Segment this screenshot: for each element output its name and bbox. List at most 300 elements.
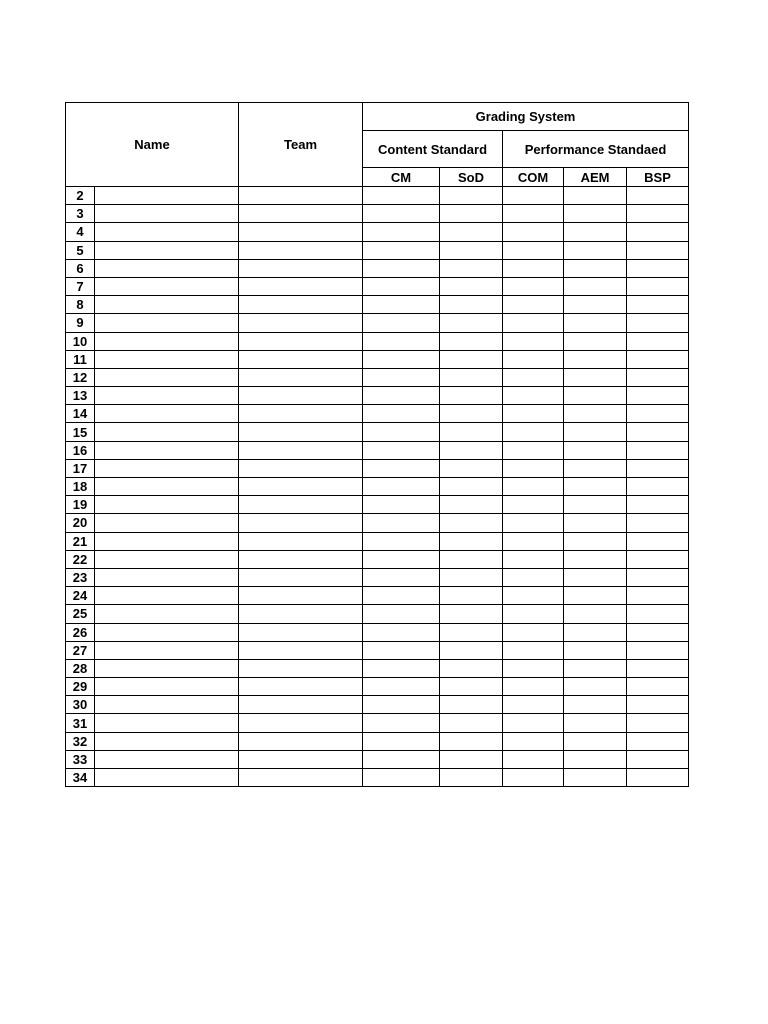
row-number: 28 — [66, 659, 95, 677]
cm-cell[interactable] — [363, 641, 440, 659]
team-cell[interactable] — [239, 387, 363, 405]
com-cell[interactable] — [503, 478, 564, 496]
team-cell[interactable] — [239, 605, 363, 623]
table-row — [66, 478, 689, 496]
table-row — [66, 678, 689, 696]
sod-cell[interactable] — [440, 405, 503, 423]
row-number: 21 — [66, 532, 95, 550]
cm-cell[interactable] — [363, 423, 440, 441]
name-cell[interactable] — [95, 387, 239, 405]
row-number: 13 — [66, 387, 95, 405]
sod-cell[interactable] — [440, 441, 503, 459]
aem-cell[interactable] — [564, 459, 627, 477]
aem-header: AEM — [564, 168, 627, 187]
sod-cell[interactable] — [440, 387, 503, 405]
com-cell[interactable] — [503, 732, 564, 750]
com-cell[interactable] — [503, 678, 564, 696]
aem-cell[interactable] — [564, 696, 627, 714]
row-number: 17 — [66, 459, 95, 477]
team-cell[interactable] — [239, 514, 363, 532]
team-cell[interactable] — [239, 296, 363, 314]
cm-cell[interactable] — [363, 605, 440, 623]
sod-cell[interactable] — [440, 678, 503, 696]
team-cell[interactable] — [239, 641, 363, 659]
table-row — [66, 223, 689, 241]
table-row — [66, 750, 689, 768]
team-cell[interactable] — [239, 350, 363, 368]
com-cell[interactable] — [503, 714, 564, 732]
sod-cell[interactable] — [440, 532, 503, 550]
sod-cell[interactable] — [440, 605, 503, 623]
bsp-cell[interactable] — [627, 478, 689, 496]
aem-cell[interactable] — [564, 568, 627, 586]
sod-cell[interactable] — [440, 296, 503, 314]
team-cell[interactable] — [239, 259, 363, 277]
row-number: 27 — [66, 641, 95, 659]
name-cell[interactable] — [95, 678, 239, 696]
row-number: 14 — [66, 405, 95, 423]
table-row — [66, 314, 689, 332]
table-row — [66, 550, 689, 568]
name-cell[interactable] — [95, 514, 239, 532]
aem-cell[interactable] — [564, 750, 627, 768]
bsp-cell[interactable] — [627, 205, 689, 223]
table-row — [66, 459, 689, 477]
table-row — [66, 277, 689, 295]
sod-cell[interactable] — [440, 641, 503, 659]
com-cell[interactable] — [503, 659, 564, 677]
com-cell[interactable] — [503, 350, 564, 368]
team-cell[interactable] — [239, 459, 363, 477]
row-number: 8 — [66, 296, 95, 314]
team-cell[interactable] — [239, 496, 363, 514]
sod-cell[interactable] — [440, 350, 503, 368]
aem-cell[interactable] — [564, 223, 627, 241]
bsp-cell[interactable] — [627, 496, 689, 514]
table-row — [66, 350, 689, 368]
aem-cell[interactable] — [564, 241, 627, 259]
sod-cell[interactable] — [440, 368, 503, 386]
row-number: 10 — [66, 332, 95, 350]
sod-cell[interactable] — [440, 277, 503, 295]
team-cell[interactable] — [239, 205, 363, 223]
aem-cell[interactable] — [564, 387, 627, 405]
com-cell[interactable] — [503, 641, 564, 659]
name-cell[interactable] — [95, 750, 239, 768]
team-cell[interactable] — [239, 241, 363, 259]
bsp-cell[interactable] — [627, 350, 689, 368]
cm-cell[interactable] — [363, 459, 440, 477]
row-number: 20 — [66, 514, 95, 532]
row-number: 16 — [66, 441, 95, 459]
aem-cell[interactable] — [564, 550, 627, 568]
cm-cell[interactable] — [363, 550, 440, 568]
sod-cell[interactable] — [440, 205, 503, 223]
name-cell[interactable] — [95, 769, 239, 787]
row-number: 18 — [66, 478, 95, 496]
aem-cell[interactable] — [564, 496, 627, 514]
name-cell[interactable] — [95, 478, 239, 496]
bsp-cell[interactable] — [627, 423, 689, 441]
name-cell[interactable] — [95, 259, 239, 277]
com-cell[interactable] — [503, 241, 564, 259]
bsp-cell[interactable] — [627, 750, 689, 768]
bsp-cell[interactable] — [627, 405, 689, 423]
sod-cell[interactable] — [440, 259, 503, 277]
row-number: 7 — [66, 277, 95, 295]
row-number: 11 — [66, 350, 95, 368]
table-row — [66, 732, 689, 750]
row-number: 25 — [66, 605, 95, 623]
name-cell[interactable] — [95, 332, 239, 350]
aem-cell[interactable] — [564, 259, 627, 277]
aem-cell[interactable] — [564, 187, 627, 205]
cm-cell[interactable] — [363, 368, 440, 386]
com-cell[interactable] — [503, 750, 564, 768]
aem-cell[interactable] — [564, 641, 627, 659]
team-cell[interactable] — [239, 332, 363, 350]
sod-cell[interactable] — [440, 459, 503, 477]
grading-table — [65, 102, 689, 787]
com-cell[interactable] — [503, 405, 564, 423]
name-cell[interactable] — [95, 732, 239, 750]
table-row — [66, 496, 689, 514]
name-cell[interactable] — [95, 368, 239, 386]
cm-cell[interactable] — [363, 732, 440, 750]
sod-cell[interactable] — [440, 750, 503, 768]
team-cell[interactable] — [239, 368, 363, 386]
cm-cell[interactable] — [363, 314, 440, 332]
bsp-cell[interactable] — [627, 605, 689, 623]
name-cell[interactable] — [95, 568, 239, 586]
aem-cell[interactable] — [564, 441, 627, 459]
aem-cell[interactable] — [564, 678, 627, 696]
team-cell[interactable] — [239, 187, 363, 205]
sod-cell[interactable] — [440, 423, 503, 441]
bsp-cell[interactable] — [627, 714, 689, 732]
table-row — [66, 714, 689, 732]
table-row — [66, 568, 689, 586]
team-cell[interactable] — [239, 478, 363, 496]
name-cell[interactable] — [95, 659, 239, 677]
com-cell[interactable] — [503, 387, 564, 405]
com-cell[interactable] — [503, 259, 564, 277]
sod-cell[interactable] — [440, 696, 503, 714]
sod-cell[interactable] — [440, 587, 503, 605]
team-cell[interactable] — [239, 696, 363, 714]
name-cell[interactable] — [95, 314, 239, 332]
team-cell[interactable] — [239, 277, 363, 295]
grading-sheet — [65, 102, 688, 787]
aem-cell[interactable] — [564, 350, 627, 368]
aem-cell[interactable] — [564, 314, 627, 332]
cm-cell[interactable] — [363, 241, 440, 259]
table-row — [66, 696, 689, 714]
name-cell[interactable] — [95, 441, 239, 459]
performance-standard-header: Performance Standaed — [503, 131, 689, 168]
com-cell[interactable] — [503, 769, 564, 787]
row-number: 5 — [66, 241, 95, 259]
cm-cell[interactable] — [363, 659, 440, 677]
team-cell[interactable] — [239, 550, 363, 568]
name-cell[interactable] — [95, 296, 239, 314]
sod-header: SoD — [440, 168, 503, 187]
bsp-cell[interactable] — [627, 332, 689, 350]
name-cell[interactable] — [95, 405, 239, 423]
bsp-cell[interactable] — [627, 623, 689, 641]
bsp-cell[interactable] — [627, 568, 689, 586]
bsp-cell[interactable] — [627, 532, 689, 550]
bsp-cell[interactable] — [627, 732, 689, 750]
team-cell[interactable] — [239, 659, 363, 677]
bsp-cell[interactable] — [627, 659, 689, 677]
row-number: 31 — [66, 714, 95, 732]
name-cell[interactable] — [95, 459, 239, 477]
cm-cell[interactable] — [363, 623, 440, 641]
sod-cell[interactable] — [440, 314, 503, 332]
cm-cell[interactable] — [363, 387, 440, 405]
row-number: 19 — [66, 496, 95, 514]
aem-cell[interactable] — [564, 769, 627, 787]
aem-cell[interactable] — [564, 514, 627, 532]
table-row — [66, 296, 689, 314]
row-number: 22 — [66, 550, 95, 568]
name-cell[interactable] — [95, 205, 239, 223]
com-header: COM — [503, 168, 564, 187]
row-number: 34 — [66, 769, 95, 787]
name-cell[interactable] — [95, 641, 239, 659]
com-cell[interactable] — [503, 496, 564, 514]
com-cell[interactable] — [503, 441, 564, 459]
row-number: 32 — [66, 732, 95, 750]
team-cell[interactable] — [239, 623, 363, 641]
team-cell[interactable] — [239, 423, 363, 441]
aem-cell[interactable] — [564, 368, 627, 386]
table-row — [66, 769, 689, 787]
bsp-cell[interactable] — [627, 587, 689, 605]
bsp-cell[interactable] — [627, 387, 689, 405]
bsp-cell[interactable] — [627, 241, 689, 259]
cm-cell[interactable] — [363, 478, 440, 496]
aem-cell[interactable] — [564, 423, 627, 441]
aem-cell[interactable] — [564, 296, 627, 314]
cm-cell[interactable] — [363, 678, 440, 696]
sod-cell[interactable] — [440, 714, 503, 732]
table-row — [66, 659, 689, 677]
team-header: Team — [239, 103, 363, 187]
sod-cell[interactable] — [440, 550, 503, 568]
table-row — [66, 641, 689, 659]
com-cell[interactable] — [503, 296, 564, 314]
sod-cell[interactable] — [440, 478, 503, 496]
sod-cell[interactable] — [440, 568, 503, 586]
table-row — [66, 423, 689, 441]
cm-cell[interactable] — [363, 532, 440, 550]
name-cell[interactable] — [95, 605, 239, 623]
com-cell[interactable] — [503, 187, 564, 205]
bsp-cell[interactable] — [627, 459, 689, 477]
name-cell[interactable] — [95, 277, 239, 295]
team-cell[interactable] — [239, 223, 363, 241]
cm-cell[interactable] — [363, 187, 440, 205]
name-cell[interactable] — [95, 696, 239, 714]
cm-header: CM — [363, 168, 440, 187]
aem-cell[interactable] — [564, 587, 627, 605]
name-cell[interactable] — [95, 350, 239, 368]
sod-cell[interactable] — [440, 514, 503, 532]
table-row — [66, 241, 689, 259]
bsp-cell[interactable] — [627, 259, 689, 277]
row-number: 26 — [66, 623, 95, 641]
com-cell[interactable] — [503, 423, 564, 441]
team-cell[interactable] — [239, 441, 363, 459]
table-row — [66, 441, 689, 459]
cm-cell[interactable] — [363, 405, 440, 423]
table-row — [66, 332, 689, 350]
bsp-cell[interactable] — [627, 296, 689, 314]
com-cell[interactable] — [503, 568, 564, 586]
name-cell[interactable] — [95, 550, 239, 568]
cm-cell[interactable] — [363, 587, 440, 605]
cm-cell[interactable] — [363, 205, 440, 223]
bsp-cell[interactable] — [627, 314, 689, 332]
team-cell[interactable] — [239, 587, 363, 605]
bsp-cell[interactable] — [627, 277, 689, 295]
table-row — [66, 205, 689, 223]
com-cell[interactable] — [503, 550, 564, 568]
row-number: 33 — [66, 750, 95, 768]
table-row — [66, 368, 689, 386]
cm-cell[interactable] — [363, 750, 440, 768]
cm-cell[interactable] — [363, 350, 440, 368]
aem-cell[interactable] — [564, 478, 627, 496]
row-number: 24 — [66, 587, 95, 605]
bsp-cell[interactable] — [627, 187, 689, 205]
table-row — [66, 187, 689, 205]
aem-cell[interactable] — [564, 623, 627, 641]
bsp-cell[interactable] — [627, 696, 689, 714]
team-cell[interactable] — [239, 678, 363, 696]
aem-cell[interactable] — [564, 605, 627, 623]
bsp-cell[interactable] — [627, 550, 689, 568]
com-cell[interactable] — [503, 314, 564, 332]
com-cell[interactable] — [503, 368, 564, 386]
com-cell[interactable] — [503, 332, 564, 350]
aem-cell[interactable] — [564, 732, 627, 750]
sod-cell[interactable] — [440, 732, 503, 750]
bsp-cell[interactable] — [627, 441, 689, 459]
bsp-cell[interactable] — [627, 769, 689, 787]
sod-cell[interactable] — [440, 332, 503, 350]
table-row — [66, 605, 689, 623]
cm-cell[interactable] — [363, 714, 440, 732]
bsp-cell[interactable] — [627, 223, 689, 241]
com-cell[interactable] — [503, 277, 564, 295]
bsp-cell[interactable] — [627, 514, 689, 532]
row-number: 2 — [66, 187, 95, 205]
team-cell[interactable] — [239, 405, 363, 423]
com-cell[interactable] — [503, 459, 564, 477]
name-cell[interactable] — [95, 587, 239, 605]
team-cell[interactable] — [239, 568, 363, 586]
aem-cell[interactable] — [564, 714, 627, 732]
cm-cell[interactable] — [363, 277, 440, 295]
bsp-cell[interactable] — [627, 678, 689, 696]
cm-cell[interactable] — [363, 696, 440, 714]
name-cell[interactable] — [95, 496, 239, 514]
name-cell[interactable] — [95, 532, 239, 550]
team-cell[interactable] — [239, 732, 363, 750]
row-number: 4 — [66, 223, 95, 241]
name-cell[interactable] — [95, 223, 239, 241]
sod-cell[interactable] — [440, 187, 503, 205]
aem-cell[interactable] — [564, 532, 627, 550]
cm-cell[interactable] — [363, 568, 440, 586]
table-row — [66, 514, 689, 532]
sod-cell[interactable] — [440, 623, 503, 641]
com-cell[interactable] — [503, 587, 564, 605]
team-cell[interactable] — [239, 769, 363, 787]
row-number: 15 — [66, 423, 95, 441]
team-cell[interactable] — [239, 314, 363, 332]
team-cell[interactable] — [239, 714, 363, 732]
row-number: 30 — [66, 696, 95, 714]
sod-cell[interactable] — [440, 223, 503, 241]
cm-cell[interactable] — [363, 332, 440, 350]
table-row — [66, 259, 689, 277]
name-cell[interactable] — [95, 187, 239, 205]
row-number: 12 — [66, 368, 95, 386]
bsp-cell[interactable] — [627, 368, 689, 386]
content-standard-header: Content Standard — [363, 131, 503, 168]
team-cell[interactable] — [239, 750, 363, 768]
cm-cell[interactable] — [363, 496, 440, 514]
bsp-header: BSP — [627, 168, 689, 187]
cm-cell[interactable] — [363, 223, 440, 241]
sod-cell[interactable] — [440, 769, 503, 787]
cm-cell[interactable] — [363, 259, 440, 277]
aem-cell[interactable] — [564, 277, 627, 295]
cm-cell[interactable] — [363, 769, 440, 787]
aem-cell[interactable] — [564, 659, 627, 677]
com-cell[interactable] — [503, 532, 564, 550]
cm-cell[interactable] — [363, 296, 440, 314]
cm-cell[interactable] — [363, 441, 440, 459]
table-row — [66, 623, 689, 641]
team-cell[interactable] — [239, 532, 363, 550]
cm-cell[interactable] — [363, 514, 440, 532]
sod-cell[interactable] — [440, 241, 503, 259]
com-cell[interactable] — [503, 696, 564, 714]
com-cell[interactable] — [503, 605, 564, 623]
name-cell[interactable] — [95, 423, 239, 441]
com-cell[interactable] — [503, 514, 564, 532]
aem-cell[interactable] — [564, 405, 627, 423]
com-cell[interactable] — [503, 205, 564, 223]
aem-cell[interactable] — [564, 205, 627, 223]
sod-cell[interactable] — [440, 659, 503, 677]
name-header: Name — [66, 103, 239, 187]
com-cell[interactable] — [503, 623, 564, 641]
table-row — [66, 387, 689, 405]
name-cell[interactable] — [95, 623, 239, 641]
aem-cell[interactable] — [564, 332, 627, 350]
name-cell[interactable] — [95, 714, 239, 732]
name-cell[interactable] — [95, 241, 239, 259]
bsp-cell[interactable] — [627, 641, 689, 659]
com-cell[interactable] — [503, 223, 564, 241]
sod-cell[interactable] — [440, 496, 503, 514]
